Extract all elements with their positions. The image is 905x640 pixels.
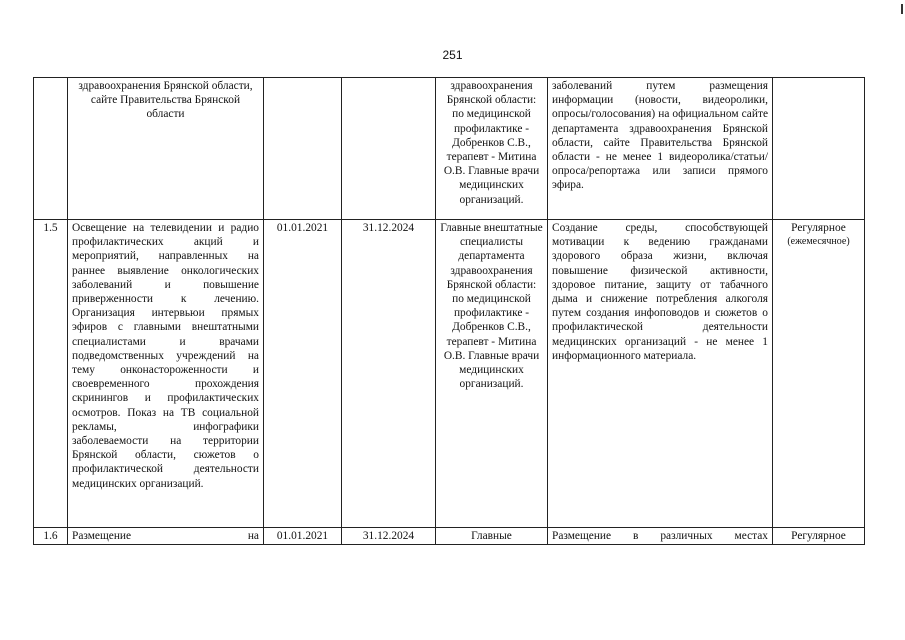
table-row bbox=[34, 528, 865, 545]
responsible-cell: Главные внештатные специалисты департамента здравоохранения Брянской области: по медицинской профилактике - Добренков С.В., терапевт - Митина О.В. Главные врачи медицинских организаций. bbox=[436, 220, 548, 528]
table-row bbox=[34, 78, 865, 220]
table-row bbox=[34, 220, 865, 528]
start-date-cell: 01.01.2021 bbox=[264, 528, 342, 545]
frequency-label: Регулярное bbox=[791, 222, 846, 234]
row-number-cell: 1.5 bbox=[34, 220, 68, 528]
action-cell: Освещение на телевидении и радио профилактических акций и мероприятий, направленных на раннее выявление онкологических заболеваний и повышение приверженности к лечению. Организация интервьюи прямых эфиров с главными внештатными специалистами и врачами подведомственных учреждений на тему онконастороженности и своевременного прохождения скринингов и профилактических осмотров. Показ на ТВ социальной рекламы, инфографики заболеваемости на территории Брянской области, сюжетов о профилактической деятельности медицинских организаций. bbox=[68, 220, 264, 528]
frequency-cell bbox=[773, 78, 865, 220]
result-cell: заболеваний путем размещения информации (новости, видеоролики, опросы/голосования) на официальном сайте департамента здравоохранения Брянской области, сайте Правительства Брянской области - не менее 1 видеоролика/статьи/опроса/репортажа или записи прямого эфира. bbox=[548, 78, 773, 220]
page-number: 251 bbox=[442, 48, 463, 62]
end-date-cell: 31.12.2024 bbox=[342, 220, 436, 528]
end-date-cell bbox=[342, 78, 436, 220]
result-cell: Создание среды, способствующей мотивации к ведению гражданами здорового образа жизни, включая повышение физической активности, здоровое питание, защиту от табачного дыма и снижение потребления алкоголя путем создания инфоповодов и сюжетов о профилактической деятельности медицинских организаций - не менее 1 информационного материала. bbox=[548, 220, 773, 528]
responsible-cell: здравоохранения Брянской области: по медицинской профилактике - Добренков С.В., терапевт - Митина О.В. Главные врачи медицинских организаций. bbox=[436, 78, 548, 220]
start-date-cell: 01.01.2021 bbox=[264, 220, 342, 528]
measures-table bbox=[33, 77, 865, 545]
action-cell: Размещение на bbox=[68, 528, 264, 545]
frequency-cell: Регулярное bbox=[773, 528, 865, 545]
frequency-note: (ежемесячное) bbox=[787, 236, 850, 248]
action-cell: здравоохранения Брянской области, сайте Правительства Брянской области bbox=[68, 78, 264, 220]
row-number-cell bbox=[34, 78, 68, 220]
scan-edge-mark bbox=[901, 4, 903, 14]
start-date-cell bbox=[264, 78, 342, 220]
end-date-cell: 31.12.2024 bbox=[342, 528, 436, 545]
row-number-cell: 1.6 bbox=[34, 528, 68, 545]
frequency-cell bbox=[773, 220, 865, 528]
result-cell: Размещение в различных местах bbox=[548, 528, 773, 545]
responsible-cell: Главные bbox=[436, 528, 548, 545]
